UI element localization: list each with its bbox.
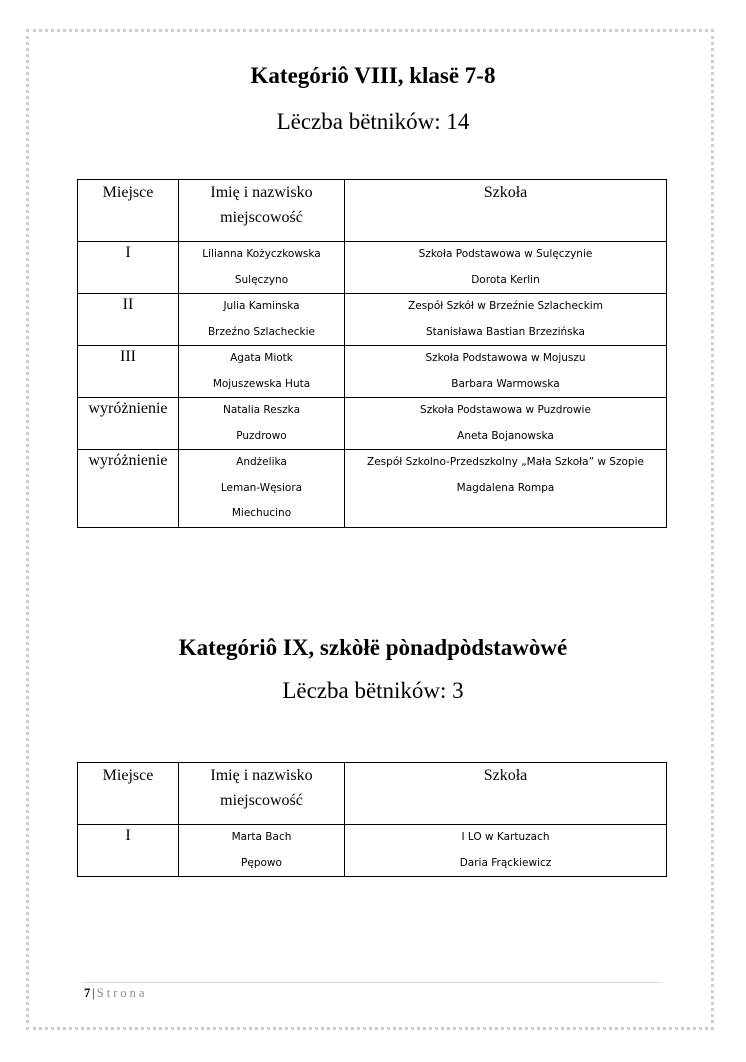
header-name-line1: Imię i nazwisko	[210, 184, 313, 201]
school-name: I LO w Kartuzach	[461, 831, 550, 843]
participant-town: Puzdrowo	[236, 429, 287, 442]
teacher-name: Magdalena Rompa	[456, 481, 555, 494]
school-cell	[345, 398, 667, 450]
place-cell: wyróżnienie	[78, 398, 179, 450]
table-row	[78, 825, 667, 877]
table-header-row	[78, 763, 667, 825]
section-1-results-table	[77, 179, 667, 528]
header-name	[179, 180, 345, 242]
page-word: Strona	[96, 986, 148, 1000]
teacher-name: Dorota Kerlin	[471, 273, 540, 286]
place-cell: III	[78, 346, 179, 398]
table-row	[78, 294, 667, 346]
place-cell: wyróżnienie	[78, 450, 179, 528]
teacher-name: Daria Frąckiewicz	[459, 856, 552, 869]
participant-cell	[179, 825, 345, 877]
participant-cell	[179, 398, 345, 450]
participant-cell	[179, 450, 345, 528]
table-row	[78, 450, 667, 528]
participant-cell	[179, 346, 345, 398]
header-name	[179, 763, 345, 825]
header-school: Szkoła	[345, 763, 667, 825]
place-cell: I	[78, 825, 179, 877]
participant-town: Sulęczyno	[234, 273, 289, 286]
participant-town: Brzeźno Szlacheckie	[207, 325, 316, 338]
section-2-count: Lëczba bëtników: 3	[282, 678, 464, 703]
participant-town: Miechucino	[231, 507, 292, 519]
table-header-row	[78, 180, 667, 242]
section-1-title: Kategóriô VIII, klasë 7-8	[250, 63, 496, 88]
table-row	[78, 346, 667, 398]
teacher-name: Barbara Warmowska	[451, 377, 560, 390]
page-number: 7	[84, 986, 91, 1000]
participant-town: Mojuszewska Huta	[212, 377, 311, 390]
school-name: Szkoła Podstawowa w Puzdrowie	[420, 404, 591, 416]
section-2-title: Kategóriô IX, szkòłë pònadpòdstawòwé	[178, 635, 568, 660]
participant-name: Marta Bach	[231, 831, 292, 843]
header-school: Szkoła	[345, 180, 667, 242]
participant-name: Julia Kaminska	[223, 300, 300, 312]
section-1-count: Lëczba bëtników: 14	[276, 109, 470, 134]
header-place: Miejsce	[78, 763, 179, 825]
school-cell	[345, 825, 667, 877]
footer-divider	[82, 982, 662, 983]
school-cell	[345, 450, 667, 528]
participant-name-line2: Leman-Węsiora	[220, 481, 303, 494]
teacher-name: Stanisława Bastian Brzezińska	[426, 325, 585, 338]
participant-name-line1: Andżelika	[236, 456, 287, 468]
school-name: Szkoła Podstawowa w Mojuszu	[425, 352, 586, 364]
table-row	[78, 398, 667, 450]
participant-cell	[179, 242, 345, 294]
participant-name: Lilianna Kożyczkowska	[202, 248, 321, 260]
page-footer	[84, 986, 147, 1000]
school-name: Szkoła Podstawowa w Sulęczynie	[418, 248, 593, 260]
place-cell: I	[78, 242, 179, 294]
section-2-results-table	[77, 762, 667, 877]
header-name-line1: Imię i nazwisko	[210, 767, 313, 784]
school-cell	[345, 294, 667, 346]
footer-separator: |	[92, 986, 95, 1000]
place-cell: II	[78, 294, 179, 346]
school-cell	[345, 242, 667, 294]
header-name-line2: miejscowość	[220, 792, 303, 809]
participant-town: Pępowo	[241, 856, 282, 869]
participant-name: Natalia Reszka	[222, 404, 301, 416]
header-name-line2: miejscowość	[220, 209, 303, 226]
school-cell	[345, 346, 667, 398]
participant-name: Agata Miotk	[230, 352, 293, 364]
teacher-name: Aneta Bojanowska	[457, 429, 554, 442]
header-place: Miejsce	[78, 180, 179, 242]
table-row	[78, 242, 667, 294]
participant-cell	[179, 294, 345, 346]
school-name: Zespół Szkół w Brzeźnie Szlacheckim	[408, 300, 603, 312]
school-name: Zespół Szkolno-Przedszkolny „Mała Szkoła” w Szopie	[367, 456, 644, 468]
